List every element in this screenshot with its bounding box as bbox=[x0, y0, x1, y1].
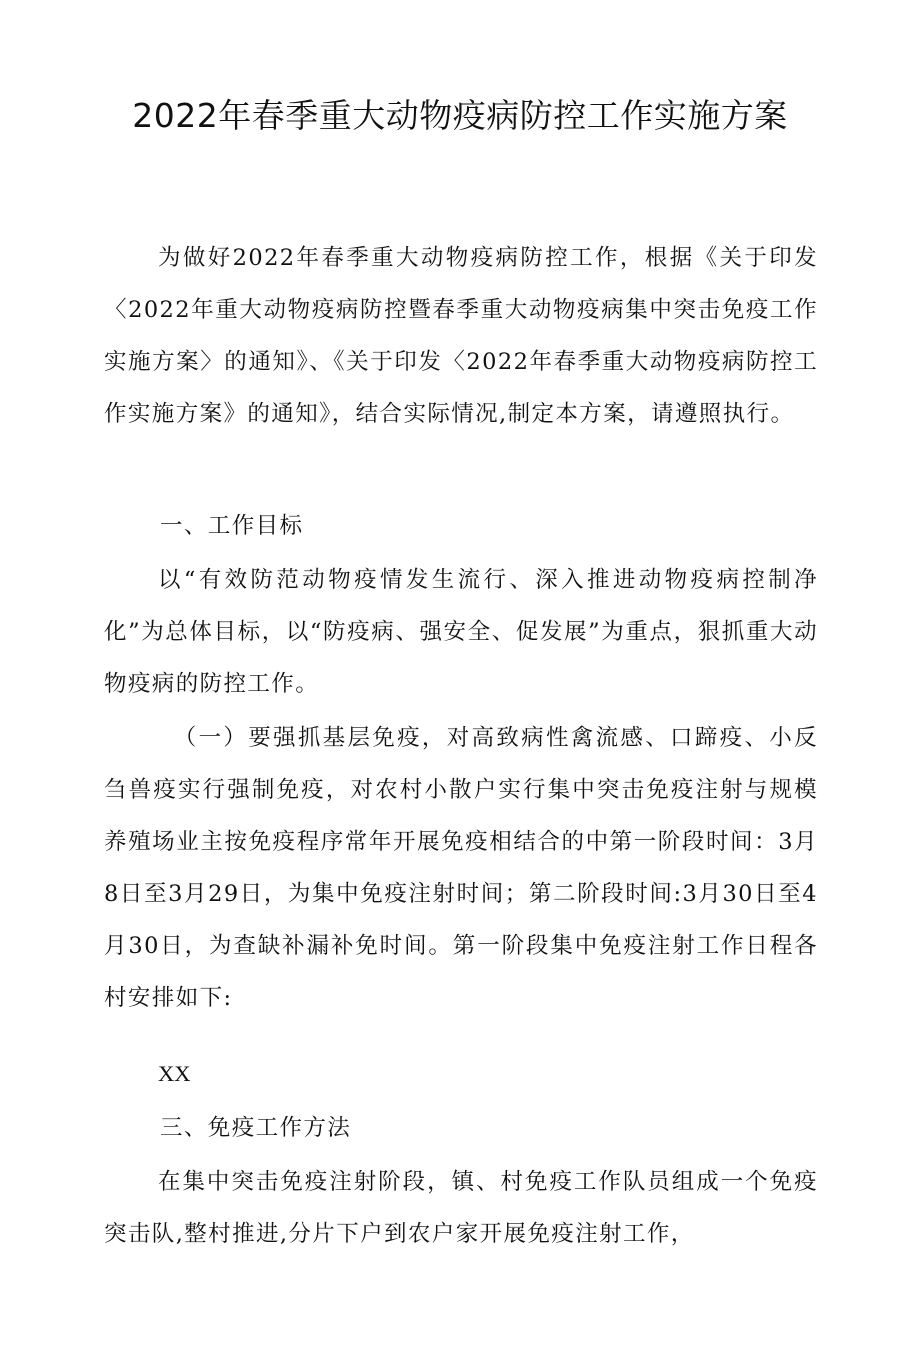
document-title: 2022年春季重大动物疫病防控工作实施方案 bbox=[132, 96, 788, 135]
method-paragraph: 在集中突击免疫注射阶段，镇、村免疫工作队员组成一个免疫突击队,整村推进,分片下户到农户家开展免疫注射工作， bbox=[104, 1169, 818, 1247]
goal-paragraph: 以“有效防范动物疫情发生流行、深入推进动物疫病控制净化”为总体目标，以“防疫病、强安全、促发展”为重点，狠抓重大动物疫病的防控工作。 bbox=[104, 567, 818, 697]
intro-paragraph: 为做好2022年春季重大动物疫病防控工作，根据《关于印发〈2022年重大动物疫病防控暨春季重大动物疫病集中突击免疫工作实施方案〉的通知》、《关于印发〈2022年春季重大动物疫病防控工作实施方案》的通知》，结合实际情况,制定本方案，请遵照执行。 bbox=[104, 245, 818, 427]
schedule-placeholder: XX bbox=[158, 1061, 191, 1086]
section-heading-method: 三、免疫工作方法 bbox=[160, 1115, 352, 1141]
subsection-one-paragraph: （一）要强抓基层免疫，对高致病性禽流感、口蹄疫、小反刍兽疫实行强制免疫，对农村小散户实行集中突击免疫注射与规模养殖场业主按免疫程序常年开展免疫相结合的中第一阶段时间：3月8日至3月29日，为集中免疫注射时间；第二阶段时间:3月30日至4月30日，为查缺补漏补免时间。第一阶段集中免疫注射工作日程各村安排如下: bbox=[104, 725, 818, 1011]
section-heading-work-goal: 一、工作目标 bbox=[160, 513, 304, 539]
